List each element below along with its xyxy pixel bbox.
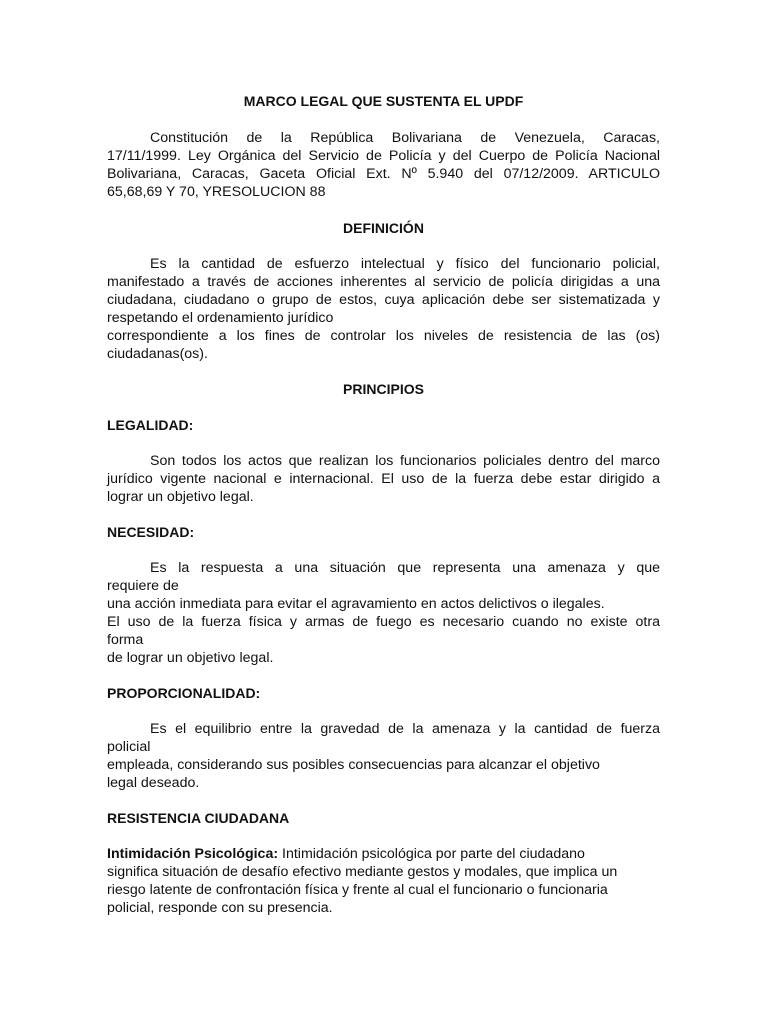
document-title: MARCO LEGAL QUE SUSTENTA EL UPDF xyxy=(243,93,524,109)
intro-line: 17/11/1999. Ley Orgánica del Servicio de Policía y del Cuerpo de Policía Nacional xyxy=(107,148,660,164)
definicion-line: ciudadanas(os). xyxy=(107,346,208,362)
necesidad-line: forma xyxy=(107,632,144,648)
definicion-line: Es la cantidad de esfuerzo intelectual y físico del funcionario policial, xyxy=(150,256,660,272)
section-heading-proporcionalidad: PROPORCIONALIDAD: xyxy=(107,685,261,701)
section-heading-principios: PRINCIPIOS xyxy=(343,381,424,397)
legalidad-line: lograr un objetivo legal. xyxy=(107,489,254,505)
necesidad-line: El uso de la fuerza física y armas de fuego es necesario cuando no existe otra xyxy=(107,614,660,630)
intro-paragraph xyxy=(107,129,660,201)
proporcionalidad-line: Es el equilibrio entre la gravedad de la amenaza y la cantidad de fuerza xyxy=(150,721,660,737)
proporcionalidad-line: policial xyxy=(107,739,151,755)
legalidad-line: jurídico vigente nacional e internacional. El uso de la fuerza debe estar dirigido a xyxy=(107,471,660,487)
necesidad-line: Es la respuesta a una situación que representa una amenaza y que xyxy=(150,560,660,576)
definicion-paragraph xyxy=(107,255,660,363)
document-body xyxy=(107,92,660,917)
resistencia-first-line xyxy=(107,845,660,863)
section-heading-definicion: DEFINICIÓN xyxy=(343,220,424,236)
definicion-line: correspondiente a los fines de controlar los niveles de resistencia de las (os) xyxy=(107,328,660,344)
legalidad-line: Son todos los actos que realizan los funcionarios policiales dentro del marco xyxy=(150,453,660,469)
definicion-line: respetando el ordenamiento jurídico xyxy=(107,310,334,326)
resistencia-line: riesgo latente de confrontación física y frente al cual el funcionario o funcionaria xyxy=(107,882,608,898)
proporcionalidad-line: legal deseado. xyxy=(107,775,200,791)
definicion-line: ciudadana, ciudadano o grupo de estos, cuya aplicación debe ser sistematizada y xyxy=(107,292,660,308)
intro-line: Bolivariana, Caracas, Gaceta Oficial Ext. Nº 5.940 del 07/12/2009. ARTICULO xyxy=(107,166,660,182)
proporcionalidad-line: empleada, considerando sus posibles consecuencias para alcanzar el objetivo xyxy=(107,757,600,773)
necesidad-line: de lograr un objetivo legal. xyxy=(107,650,274,666)
intimidacion-term: Intimidación Psicológica: xyxy=(107,846,279,862)
section-heading-necesidad: NECESIDAD: xyxy=(107,524,195,540)
section-heading-resistencia: RESISTENCIA CIUDADANA xyxy=(107,810,290,826)
resistencia-line: policial, responde con su presencia. xyxy=(107,900,333,916)
intro-line: Constitución de la República Bolivariana de Venezuela, Caracas, xyxy=(150,130,660,146)
necesidad-line: una acción inmediata para evitar el agravamiento en actos delictivos o ilegales. xyxy=(107,596,605,612)
proporcionalidad-paragraph xyxy=(107,720,660,792)
resistencia-line: significa situación de desafío efectivo mediante gestos y modales, que implica un xyxy=(107,864,618,880)
necesidad-paragraph xyxy=(107,559,660,667)
section-heading-legalidad: LEGALIDAD: xyxy=(107,417,194,433)
legalidad-paragraph xyxy=(107,452,660,506)
definicion-line: manifestado a través de acciones inherentes al servicio de policía dirigidas a una xyxy=(107,274,660,290)
intro-line: 65,68,69 Y 70, YRESOLUCION 88 xyxy=(107,184,326,200)
resistencia-line: Intimidación psicológica por parte del ciudadano xyxy=(278,846,585,862)
necesidad-line: requiere de xyxy=(107,578,179,594)
resistencia-paragraph xyxy=(107,845,660,917)
